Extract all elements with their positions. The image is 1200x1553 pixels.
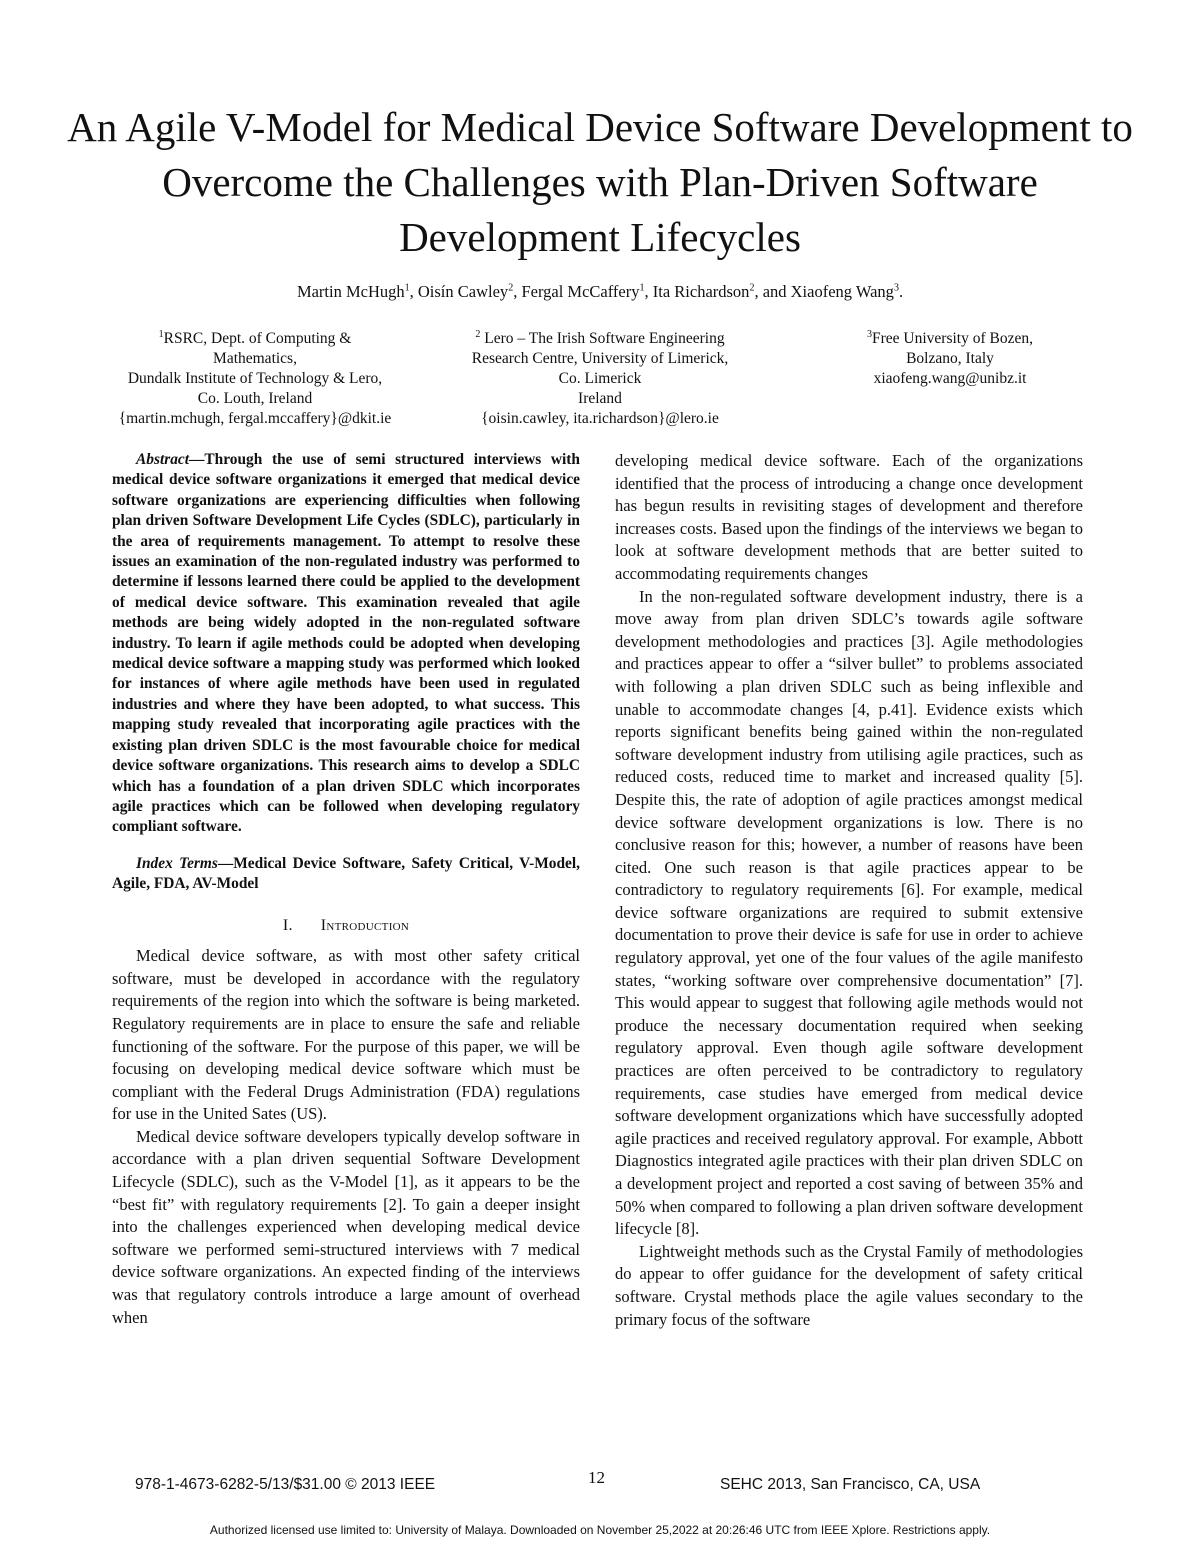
affil-line: Lero – The Irish Software Engineering [480, 330, 725, 348]
right-column [615, 450, 1083, 1331]
paper-title: An Agile V-Model for Medical Device Software Development to Overcome the Challenges with Plan-Driven Software Development Lifecycles [67, 104, 1133, 260]
author-affil-mark: 2 [508, 282, 514, 294]
affil-line: RSRC, Dept. of Computing & [163, 330, 352, 348]
affiliation-2 [425, 325, 775, 429]
affiliation-1 [80, 325, 430, 429]
author-name: Oisín Cawley [417, 282, 509, 301]
affil-line: Dundalk Institute of Technology & Lero, [127, 370, 383, 388]
affil-line: Co. Limerick [558, 370, 642, 388]
affil-email: {martin.mchugh, fergal.mccaffery}@dkit.ie [118, 410, 392, 428]
affil-line: Free University of Bozen, [872, 330, 1033, 348]
page-number: 12 [588, 1468, 605, 1487]
author-affil-mark: 2 [749, 282, 755, 294]
author-separator: , [513, 282, 522, 301]
footer-isbn: 978-1-4673-6282-5/13/$31.00 © 2013 IEEE [135, 1476, 436, 1493]
affil-mark: 3 [867, 329, 872, 340]
affil-line: Ireland [578, 390, 622, 408]
license-notice: Authorized licensed use limited to: University of Malaya. Downloaded on November 25,2022 at 20:26:46 UTC from IEEE Xplore. Restrictions apply. [209, 1523, 991, 1537]
affil-line: Co. Louth, Ireland [197, 390, 313, 408]
author-separator: , [644, 282, 653, 301]
author-name: Ita Richardson [652, 282, 750, 301]
affil-line: Research Centre, University of Limerick, [471, 350, 729, 368]
section-title: Introduction [320, 916, 410, 934]
author-list [60, 282, 1140, 302]
body-paragraph: Medical device software, as with most other safety critical software, must be developed in accordance with the regulatory requirements of the region into which the software is being marketed. Regulatory requirements are in place to ensure the safe and reliable functioning of the software. For the purpose of this paper, we will be focusing on developing medical device software which must be compliant with the Federal Drugs Administration (FDA) regulations for use in the United Sates (US). [112, 946, 580, 1124]
author-affil-mark: 1 [404, 282, 410, 294]
section-heading [112, 915, 580, 938]
affil-email: xiaofeng.wang@unibz.it [873, 370, 1027, 388]
affiliation-3 [775, 325, 1125, 389]
section-number: I. [282, 916, 293, 934]
abstract [112, 450, 580, 838]
body-paragraph: Medical device software developers typically develop software in accordance with a plan driven sequential Software Development Lifecycle (SDLC), such as the V-Model [1], as it appears to be the “best fit” with regulatory requirements [2]. To gain a deeper insight into the challenges experienced when developing medical device software we performed semi-structured interviews with 7 medical device software organizations. An expected finding of the interviews was that regulatory controls introduce a large amount of overhead when [112, 1126, 580, 1327]
footer-conference: SEHC 2013, San Francisco, CA, USA [720, 1476, 981, 1493]
author-name: Xiaofeng Wang [790, 282, 894, 301]
affil-line: Mathematics, [213, 350, 297, 368]
author-separator: . [898, 282, 904, 301]
author-affil-mark: 3 [893, 282, 899, 294]
author-separator: , [409, 282, 418, 301]
affil-mark: 2 [475, 329, 481, 340]
abstract-text: —Through the use of semi structured interviews with medical device software organizations it emerged that medical device software organizations are experiencing difficulties when following plan driven Software Development Life Cycles (SDLC), particularly in the area of requirements management. To attempt to resolve these issues an examination of the non-regulated industry was performed to determine if lessons learned there could be applied to the development of medical device software. This examination revealed that agile methods are being widely adopted in the non-regulated software industry. To learn if agile methods could be adopted when developing medical device software a mapping study was performed which looked for instances of where agile methods have been used in regulated industries and where they have been adopted, to what success. This mapping study revealed that incorporating agile practices with the existing plan driven SDLC is the most favourable choice for medical device software organizations. This research aims to develop a SDLC which has a foundation of a plan driven SDLC which incorporates agile practices which can be followed when developing regulatory compliant software. [112, 451, 580, 836]
author-separator: , and [754, 282, 791, 301]
author-name: Martin McHugh [296, 282, 405, 301]
body-paragraph: developing medical device software. Each of the organizations identified that the process of introducing a change once development has begun results in revisiting stages of development and therefore increases costs. Based upon the findings of the interviews we began to look at software development methods that are better suited to accommodating requirements changes [615, 451, 1083, 583]
affil-mark: 1 [158, 329, 164, 340]
abstract-label: Abstract [136, 451, 190, 468]
left-column [112, 450, 580, 1329]
affil-line: Bolzano, Italy [906, 350, 994, 368]
affil-email: {oisin.cawley, ita.richardson}@lero.ie [481, 410, 719, 428]
body-paragraph: In the non-regulated software development industry, there is a move away from plan driven SDLC’s towards agile software development methodologies and practices [3]. Agile methodologies and practices appear to offer a “silver bullet” to problems associated with following a plan driven SDLC such as being inflexible and unable to accommodate changes [4, p.41]. Evidence exists which reports significant benefits being gained within the non-regulated software development industry from utilising agile practices, such as reduced costs, reduced time to market and increased quality [5]. Despite this, the rate of adoption of agile practices amongst medical device software development organizations is low. There is no conclusive reason for this; however, a number of reasons have been cited. One such reason is that agile practices appear to be contradictory to regulatory requirements [6]. For example, medical device software organizations are required to submit extensive documentation to prove their device is safe for use in order to achieve regulatory approval, yet one of the four values of the agile manifesto states, “working software over comprehensive documentation” [7]. This would appear to suggest that following agile methods would not produce the necessary documentation required when seeking regulatory approval. Even though agile software development practices are often perceived to be contradictory to regulatory requirements, case studies have emerged from medical device software development organizations which have successfully adopted agile practices and received regulatory approval. For example, Abbott Diagnostics integrated agile practices with their plan driven SDLC on a development project and reported a cost saving of between 35% and 50% when compared to following a plan driven software development lifecycle [8]. [615, 586, 1083, 1239]
index-terms-label: Index Terms [136, 854, 218, 872]
author-affil-mark: 1 [639, 282, 645, 294]
body-paragraph: Lightweight methods such as the Crystal Family of methodologies do appear to offer guidance for the development of safety critical software. Crystal methods place the agile values secondary to the primary focus of the software [615, 1241, 1083, 1329]
author-name: Fergal McCaffery [521, 282, 640, 301]
index-terms [112, 854, 580, 895]
index-terms-text: —Medical Device Software, Safety Critical, V-Model, Agile, FDA, AV-Model [112, 854, 580, 893]
